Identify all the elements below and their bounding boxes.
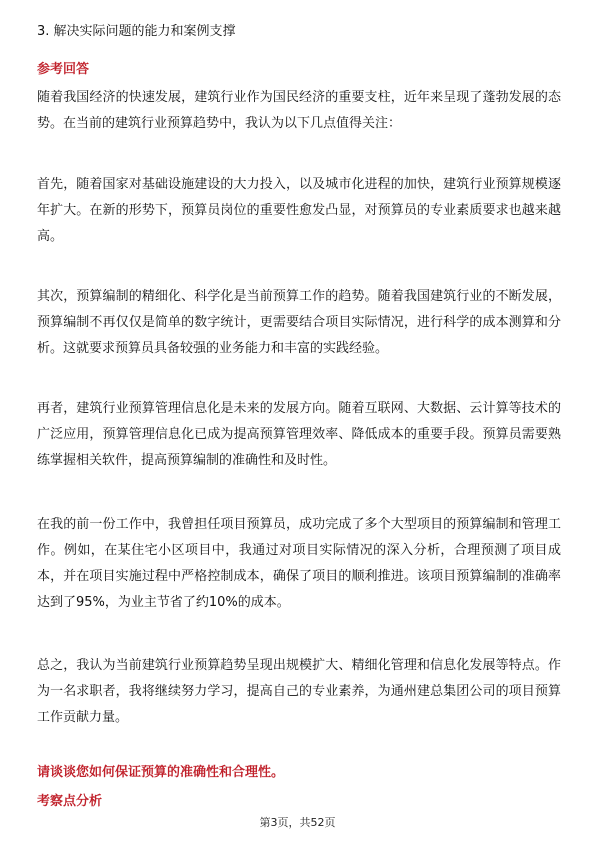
analysis-label: 考察点分析 [37,794,103,809]
paragraph-third: 再者，建筑行业预算管理信息化是未来的发展方向。随着互联网、大数据、云计算等技术的广泛应用，预算管理信息化已成为提高预算管理效率、降低成本的重要手段。预算员需要熟练掌握相关软件，提高预算编制的准确性和及时性。 [37,401,561,468]
paragraph-conclusion: 总之，我认为当前建筑行业预算趋势呈现出规模扩大、精细化管理和信息化发展等特点。作为一名求职者，我将继续努力学习，提高自己的专业素养，为通州建总集团公司的项目预算工作贡献力量。 [37,658,561,725]
next-question: 请谈谈您如何保证预算的准确性和合理性。 [37,765,285,780]
paragraph-intro: 随着我国经济的快速发展，建筑行业作为国民经济的重要支柱，近年来呈现了蓬勃发展的态势。在当前的建筑行业预算趋势中，我认为以下几点值得关注： [37,90,561,131]
page-footer: 第3页，共52页 [259,816,336,829]
section-heading: 3. 解决实际问题的能力和案例支撑 [37,24,236,39]
paragraph-first: 首先，随着国家对基础设施建设的大力投入，以及城市化进程的加快，建筑行业预算规模逐年扩大。在新的形势下，预算员岗位的重要性愈发凸显，对预算员的专业素质要求也越来越高。 [37,177,561,244]
paragraph-case: 在我的前一份工作中，我曾担任项目预算员，成功完成了多个大型项目的预算编制和管理工作。例如，在某住宅小区项目中，我通过对项目实际情况的深入分析，合理预测了项目成本，并在项目实施过程中严格控制成本，确保了项目的顺利推进。该项目预算编制的准确率达到了95%，为业主节省了约10%的成本。 [37,517,561,610]
paragraph-second: 其次，预算编制的精细化、科学化是当前预算工作的趋势。随着我国建筑行业的不断发展，预算编制不再仅仅是简单的数字统计，更需要结合项目实际情况，进行科学的成本测算和分析。这就要求预算员具备较强的业务能力和丰富的实践经验。 [37,289,561,356]
answer-label: 参考回答 [37,62,90,77]
